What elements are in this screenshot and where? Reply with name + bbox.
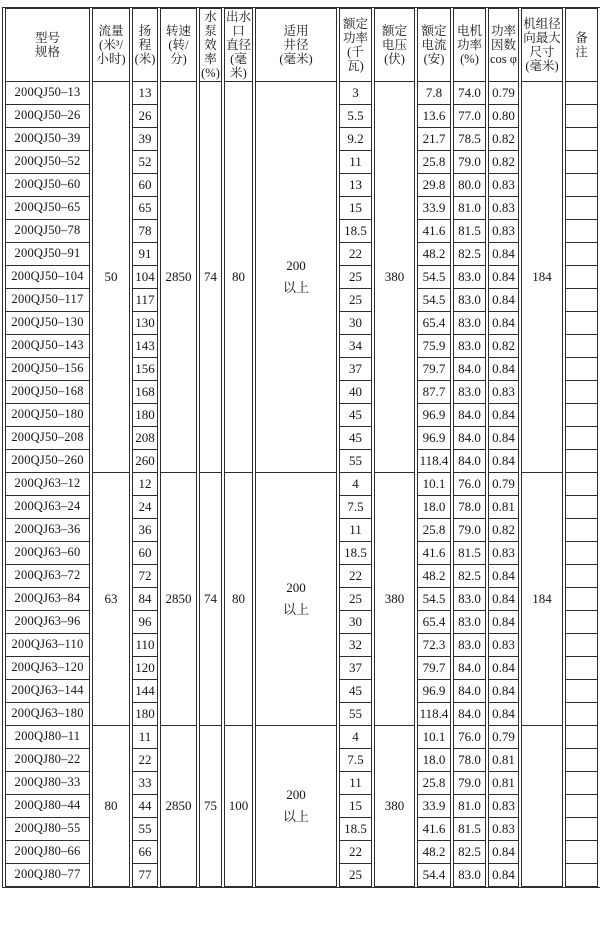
head-cell: 60 — [132, 542, 158, 565]
motor-efficiency-cell: 84.0 — [453, 450, 486, 473]
remark-cell — [565, 473, 598, 496]
remark-cell — [565, 772, 598, 795]
table-row — [5, 473, 598, 496]
motor-efficiency-cell: 76.0 — [453, 726, 486, 749]
power-factor-cell: 0.83 — [488, 174, 519, 197]
rated-power-cell: 30 — [339, 611, 372, 634]
motor-efficiency-cell: 83.0 — [453, 611, 486, 634]
remark-cell — [565, 174, 598, 197]
model-cell: 200QJ63–72 — [5, 565, 90, 588]
power-factor-cell: 0.84 — [488, 266, 519, 289]
model-cell: 200QJ50–180 — [5, 404, 90, 427]
power-factor-cell: 0.84 — [488, 864, 519, 887]
rated-power-cell: 55 — [339, 450, 372, 473]
speed-cell: 2850 — [160, 82, 197, 473]
rated-current-cell: 18.0 — [417, 496, 451, 519]
col-header-model: 型号 规格 — [5, 8, 90, 82]
motor-efficiency-cell: 79.0 — [453, 151, 486, 174]
rated-current-cell: 54.5 — [417, 266, 451, 289]
rated-current-cell: 54.5 — [417, 289, 451, 312]
head-cell: 13 — [132, 82, 158, 105]
rated-voltage-cell: 380 — [374, 473, 415, 726]
model-cell: 200QJ80–66 — [5, 841, 90, 864]
head-cell: 143 — [132, 335, 158, 358]
rated-power-cell: 22 — [339, 565, 372, 588]
rated-current-cell: 13.6 — [417, 105, 451, 128]
rated-power-cell: 25 — [339, 588, 372, 611]
motor-efficiency-cell: 81.5 — [453, 818, 486, 841]
power-factor-cell: 0.83 — [488, 220, 519, 243]
rated-power-cell: 18.5 — [339, 818, 372, 841]
rated-power-cell: 9.2 — [339, 128, 372, 151]
head-cell: 180 — [132, 404, 158, 427]
head-cell: 22 — [132, 749, 158, 772]
motor-efficiency-cell: 81.5 — [453, 542, 486, 565]
model-cell: 200QJ50–26 — [5, 105, 90, 128]
rated-power-cell: 25 — [339, 266, 372, 289]
power-factor-cell: 0.83 — [488, 542, 519, 565]
remark-cell — [565, 841, 598, 864]
rated-power-cell: 37 — [339, 358, 372, 381]
rated-power-cell: 45 — [339, 404, 372, 427]
remark-cell — [565, 151, 598, 174]
motor-efficiency-cell: 83.0 — [453, 588, 486, 611]
power-factor-cell: 0.84 — [488, 289, 519, 312]
motor-efficiency-cell: 76.0 — [453, 473, 486, 496]
table-body — [5, 82, 598, 887]
remark-cell — [565, 312, 598, 335]
flow-cell: 50 — [92, 82, 130, 473]
rated-power-cell: 22 — [339, 243, 372, 266]
power-factor-cell: 0.81 — [488, 496, 519, 519]
motor-efficiency-cell: 83.0 — [453, 634, 486, 657]
well-diameter-cell: 200 以上 — [255, 726, 337, 887]
head-cell: 60 — [132, 174, 158, 197]
remark-cell — [565, 404, 598, 427]
power-factor-cell: 0.84 — [488, 657, 519, 680]
motor-efficiency-cell: 74.0 — [453, 82, 486, 105]
rated-power-cell: 18.5 — [339, 220, 372, 243]
model-cell: 200QJ80–55 — [5, 818, 90, 841]
rated-power-cell: 45 — [339, 680, 372, 703]
power-factor-cell: 0.84 — [488, 450, 519, 473]
rated-current-cell: 29.8 — [417, 174, 451, 197]
max-dimension-cell: 184 — [521, 82, 563, 473]
rated-power-cell: 4 — [339, 473, 372, 496]
motor-efficiency-cell: 82.5 — [453, 243, 486, 266]
motor-efficiency-cell: 80.0 — [453, 174, 486, 197]
rated-power-cell: 15 — [339, 197, 372, 220]
head-cell: 66 — [132, 841, 158, 864]
model-cell: 200QJ80–33 — [5, 772, 90, 795]
remark-cell — [565, 542, 598, 565]
rated-current-cell: 54.5 — [417, 588, 451, 611]
motor-efficiency-cell: 77.0 — [453, 105, 486, 128]
pump-spec-table — [2, 7, 600, 888]
rated-power-cell: 25 — [339, 864, 372, 887]
well-diameter-cell: 200 以上 — [255, 82, 337, 473]
head-cell: 84 — [132, 588, 158, 611]
rated-power-cell: 11 — [339, 151, 372, 174]
rated-current-cell: 10.1 — [417, 726, 451, 749]
speed-cell: 2850 — [160, 473, 197, 726]
head-cell: 36 — [132, 519, 158, 542]
motor-efficiency-cell: 81.5 — [453, 220, 486, 243]
motor-efficiency-cell: 79.0 — [453, 519, 486, 542]
power-factor-cell: 0.82 — [488, 151, 519, 174]
col-header-max-radial-dimension: 机组径 向最大 尺寸 (毫米) — [521, 8, 563, 82]
motor-efficiency-cell: 84.0 — [453, 703, 486, 726]
head-cell: 120 — [132, 657, 158, 680]
model-cell: 200QJ63–180 — [5, 703, 90, 726]
head-cell: 180 — [132, 703, 158, 726]
rated-current-cell: 65.4 — [417, 312, 451, 335]
power-factor-cell: 0.83 — [488, 197, 519, 220]
power-factor-cell: 0.79 — [488, 82, 519, 105]
max-dimension-cell — [521, 726, 563, 887]
rated-current-cell: 25.8 — [417, 519, 451, 542]
power-factor-cell: 0.79 — [488, 473, 519, 496]
power-factor-cell: 0.83 — [488, 381, 519, 404]
remark-cell — [565, 749, 598, 772]
power-factor-cell: 0.84 — [488, 611, 519, 634]
model-cell: 200QJ80–11 — [5, 726, 90, 749]
rated-current-cell: 7.8 — [417, 82, 451, 105]
motor-efficiency-cell: 81.0 — [453, 197, 486, 220]
head-cell: 260 — [132, 450, 158, 473]
remark-cell — [565, 519, 598, 542]
model-cell: 200QJ63–120 — [5, 657, 90, 680]
power-factor-cell: 0.84 — [488, 358, 519, 381]
rated-power-cell: 55 — [339, 703, 372, 726]
rated-voltage-cell: 380 — [374, 726, 415, 887]
remark-cell — [565, 358, 598, 381]
motor-efficiency-cell: 83.0 — [453, 335, 486, 358]
remark-cell — [565, 220, 598, 243]
model-cell: 200QJ50–60 — [5, 174, 90, 197]
rated-current-cell: 25.8 — [417, 151, 451, 174]
remark-cell — [565, 427, 598, 450]
model-cell: 200QJ63–110 — [5, 634, 90, 657]
rated-current-cell: 25.8 — [417, 772, 451, 795]
rated-power-cell: 30 — [339, 312, 372, 335]
power-factor-cell: 0.83 — [488, 795, 519, 818]
rated-current-cell: 75.9 — [417, 335, 451, 358]
head-cell: 65 — [132, 197, 158, 220]
flow-cell: 80 — [92, 726, 130, 887]
table-row — [5, 82, 598, 105]
rated-current-cell: 21.7 — [417, 128, 451, 151]
head-cell: 104 — [132, 266, 158, 289]
rated-current-cell: 72.3 — [417, 634, 451, 657]
rated-power-cell: 18.5 — [339, 542, 372, 565]
motor-efficiency-cell: 82.5 — [453, 565, 486, 588]
head-cell: 144 — [132, 680, 158, 703]
remark-cell — [565, 726, 598, 749]
model-cell: 200QJ50–65 — [5, 197, 90, 220]
header-row — [5, 8, 598, 82]
head-cell: 12 — [132, 473, 158, 496]
col-header-motor-efficiency: 电机 功率 (%) — [453, 8, 486, 82]
rated-current-cell: 96.9 — [417, 404, 451, 427]
rated-voltage-cell: 380 — [374, 82, 415, 473]
rated-current-cell: 48.2 — [417, 565, 451, 588]
rated-current-cell: 96.9 — [417, 427, 451, 450]
rated-current-cell: 65.4 — [417, 611, 451, 634]
power-factor-cell: 0.84 — [488, 565, 519, 588]
rated-power-cell: 7.5 — [339, 749, 372, 772]
rated-power-cell: 32 — [339, 634, 372, 657]
rated-current-cell: 118.4 — [417, 703, 451, 726]
remark-cell — [565, 818, 598, 841]
power-factor-cell: 0.83 — [488, 818, 519, 841]
model-cell: 200QJ50–208 — [5, 427, 90, 450]
rated-power-cell: 11 — [339, 772, 372, 795]
pump-efficiency-cell: 75 — [199, 726, 222, 887]
remark-cell — [565, 795, 598, 818]
power-factor-cell: 0.82 — [488, 519, 519, 542]
col-header-speed: 转速 (转/ 分) — [160, 8, 197, 82]
pump-efficiency-cell: 74 — [199, 82, 222, 473]
remark-cell — [565, 105, 598, 128]
flow-cell: 63 — [92, 473, 130, 726]
remark-cell — [565, 381, 598, 404]
model-cell: 200QJ50–168 — [5, 381, 90, 404]
rated-current-cell: 41.6 — [417, 220, 451, 243]
head-cell: 44 — [132, 795, 158, 818]
model-cell: 200QJ63–24 — [5, 496, 90, 519]
head-cell: 72 — [132, 565, 158, 588]
head-cell: 117 — [132, 289, 158, 312]
head-cell: 11 — [132, 726, 158, 749]
rated-current-cell: 79.7 — [417, 657, 451, 680]
remark-cell — [565, 496, 598, 519]
remark-cell — [565, 289, 598, 312]
col-header-well-diameter: 适用 井径 (毫米) — [255, 8, 337, 82]
model-cell: 200QJ80–77 — [5, 864, 90, 887]
rated-current-cell: 54.4 — [417, 864, 451, 887]
model-cell: 200QJ50–260 — [5, 450, 90, 473]
rated-current-cell: 41.6 — [417, 818, 451, 841]
power-factor-cell: 0.83 — [488, 634, 519, 657]
table-row — [5, 726, 598, 749]
rated-current-cell: 87.7 — [417, 381, 451, 404]
remark-cell — [565, 634, 598, 657]
remark-cell — [565, 588, 598, 611]
model-cell: 200QJ50–39 — [5, 128, 90, 151]
remark-cell — [565, 565, 598, 588]
rated-current-cell: 33.9 — [417, 795, 451, 818]
head-cell: 208 — [132, 427, 158, 450]
rated-power-cell: 13 — [339, 174, 372, 197]
motor-efficiency-cell: 82.5 — [453, 841, 486, 864]
rated-current-cell: 10.1 — [417, 473, 451, 496]
table-header — [5, 8, 598, 82]
well-diameter-cell: 200 以上 — [255, 473, 337, 726]
head-cell: 39 — [132, 128, 158, 151]
model-cell: 200QJ50–104 — [5, 266, 90, 289]
remark-cell — [565, 335, 598, 358]
motor-efficiency-cell: 84.0 — [453, 427, 486, 450]
motor-efficiency-cell: 83.0 — [453, 381, 486, 404]
motor-efficiency-cell: 84.0 — [453, 657, 486, 680]
remark-cell — [565, 680, 598, 703]
head-cell: 77 — [132, 864, 158, 887]
model-cell: 200QJ50–91 — [5, 243, 90, 266]
model-cell: 200QJ50–156 — [5, 358, 90, 381]
model-cell: 200QJ50–130 — [5, 312, 90, 335]
rated-power-cell: 25 — [339, 289, 372, 312]
rated-power-cell: 7.5 — [339, 496, 372, 519]
model-cell: 200QJ50–52 — [5, 151, 90, 174]
remark-cell — [565, 703, 598, 726]
remark-cell — [565, 657, 598, 680]
head-cell: 110 — [132, 634, 158, 657]
rated-current-cell: 118.4 — [417, 450, 451, 473]
model-cell: 200QJ63–144 — [5, 680, 90, 703]
motor-efficiency-cell: 83.0 — [453, 289, 486, 312]
rated-power-cell: 37 — [339, 657, 372, 680]
model-cell: 200QJ50–143 — [5, 335, 90, 358]
rated-power-cell: 11 — [339, 519, 372, 542]
rated-current-cell: 79.7 — [417, 358, 451, 381]
col-header-flow: 流量 (米³/ 小时) — [92, 8, 130, 82]
head-cell: 156 — [132, 358, 158, 381]
speed-cell: 2850 — [160, 726, 197, 887]
power-factor-cell: 0.82 — [488, 335, 519, 358]
head-cell: 55 — [132, 818, 158, 841]
power-factor-cell: 0.84 — [488, 243, 519, 266]
col-header-remark: 备 注 — [565, 8, 598, 82]
motor-efficiency-cell: 78.5 — [453, 128, 486, 151]
model-cell: 200QJ50–78 — [5, 220, 90, 243]
rated-current-cell: 41.6 — [417, 542, 451, 565]
model-cell: 200QJ63–12 — [5, 473, 90, 496]
rated-power-cell: 40 — [339, 381, 372, 404]
motor-efficiency-cell: 78.0 — [453, 496, 486, 519]
power-factor-cell: 0.80 — [488, 105, 519, 128]
head-cell: 91 — [132, 243, 158, 266]
remark-cell — [565, 82, 598, 105]
power-factor-cell: 0.84 — [488, 703, 519, 726]
rated-power-cell: 15 — [339, 795, 372, 818]
outlet-diameter-cell: 100 — [224, 726, 253, 887]
model-cell: 200QJ63–60 — [5, 542, 90, 565]
power-factor-cell: 0.79 — [488, 726, 519, 749]
rated-power-cell: 5.5 — [339, 105, 372, 128]
motor-efficiency-cell: 78.0 — [453, 749, 486, 772]
rated-current-cell: 96.9 — [417, 680, 451, 703]
pump-efficiency-cell: 74 — [199, 473, 222, 726]
head-cell: 130 — [132, 312, 158, 335]
col-header-pump-efficiency: 水泵 效率 (%) — [199, 8, 222, 82]
motor-efficiency-cell: 83.0 — [453, 266, 486, 289]
head-cell: 78 — [132, 220, 158, 243]
rated-current-cell: 18.0 — [417, 749, 451, 772]
max-dimension-cell: 184 — [521, 473, 563, 726]
head-cell: 26 — [132, 105, 158, 128]
rated-current-cell: 33.9 — [417, 197, 451, 220]
model-cell: 200QJ50–13 — [5, 82, 90, 105]
motor-efficiency-cell: 84.0 — [453, 404, 486, 427]
motor-efficiency-cell: 81.0 — [453, 795, 486, 818]
motor-efficiency-cell: 79.0 — [453, 772, 486, 795]
power-factor-cell: 0.84 — [488, 588, 519, 611]
rated-current-cell: 48.2 — [417, 243, 451, 266]
power-factor-cell: 0.84 — [488, 841, 519, 864]
remark-cell — [565, 266, 598, 289]
col-header-power-factor: 功率 因数 cos φ — [488, 8, 519, 82]
power-factor-cell: 0.84 — [488, 680, 519, 703]
remark-cell — [565, 197, 598, 220]
rated-power-cell: 45 — [339, 427, 372, 450]
power-factor-cell: 0.84 — [488, 312, 519, 335]
model-cell: 200QJ80–22 — [5, 749, 90, 772]
rated-power-cell: 3 — [339, 82, 372, 105]
col-header-head: 扬 程 (米) — [132, 8, 158, 82]
head-cell: 52 — [132, 151, 158, 174]
motor-efficiency-cell: 84.0 — [453, 680, 486, 703]
outlet-diameter-cell: 80 — [224, 82, 253, 473]
rated-current-cell: 48.2 — [417, 841, 451, 864]
motor-efficiency-cell: 83.0 — [453, 864, 486, 887]
power-factor-cell: 0.81 — [488, 772, 519, 795]
remark-cell — [565, 243, 598, 266]
outlet-diameter-cell: 80 — [224, 473, 253, 726]
remark-cell — [565, 128, 598, 151]
model-cell: 200QJ50–117 — [5, 289, 90, 312]
model-cell: 200QJ63–84 — [5, 588, 90, 611]
remark-cell — [565, 864, 598, 887]
model-cell: 200QJ63–36 — [5, 519, 90, 542]
col-header-rated-current: 额定 电流 (安) — [417, 8, 451, 82]
power-factor-cell: 0.81 — [488, 749, 519, 772]
rated-power-cell: 22 — [339, 841, 372, 864]
power-factor-cell: 0.84 — [488, 404, 519, 427]
col-header-rated-power: 额定 功率 (千 瓦) — [339, 8, 372, 82]
remark-cell — [565, 611, 598, 634]
col-header-rated-voltage: 额定 电压 (伏) — [374, 8, 415, 82]
head-cell: 96 — [132, 611, 158, 634]
head-cell: 168 — [132, 381, 158, 404]
head-cell: 33 — [132, 772, 158, 795]
remark-cell — [565, 450, 598, 473]
motor-efficiency-cell: 84.0 — [453, 358, 486, 381]
rated-power-cell: 4 — [339, 726, 372, 749]
rated-power-cell: 34 — [339, 335, 372, 358]
motor-efficiency-cell: 83.0 — [453, 312, 486, 335]
power-factor-cell: 0.82 — [488, 128, 519, 151]
model-cell: 200QJ63–96 — [5, 611, 90, 634]
head-cell: 24 — [132, 496, 158, 519]
col-header-outlet-diameter: 出水口 直径 (毫米) — [225, 10, 251, 80]
power-factor-cell: 0.84 — [488, 427, 519, 450]
model-cell: 200QJ80–44 — [5, 795, 90, 818]
